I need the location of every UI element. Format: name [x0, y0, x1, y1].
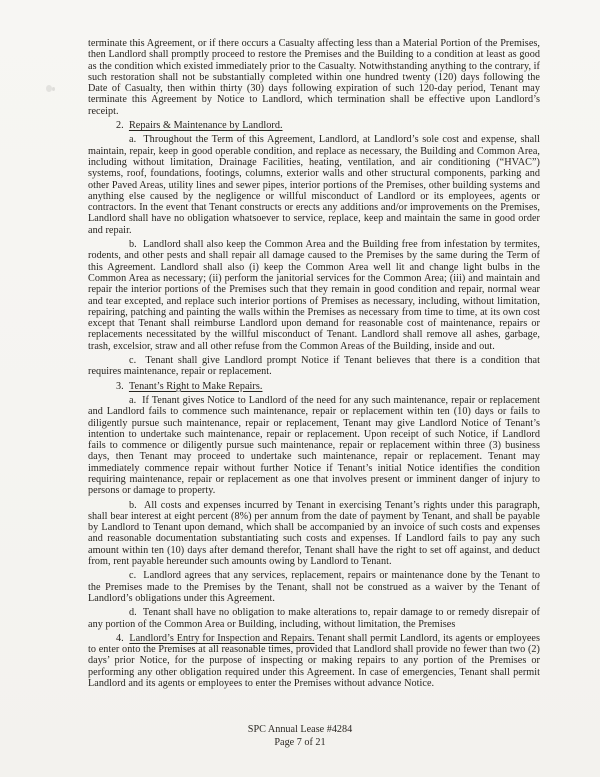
document-body [88, 38, 540, 692]
page-footer [0, 723, 600, 749]
footer-lease-id: SPC Annual Lease #4284 [247, 724, 353, 735]
section-title: Landlord’s Entry for Inspection and Repairs. [129, 632, 315, 644]
section-heading: 3. Tenant’s Right to Make Repairs. [116, 380, 263, 392]
section-heading: 2. Repairs & Maintenance by Landlord. [116, 120, 283, 132]
paragraph: d. Tenant shall have no obligation to make alterations to, repair damage to or remedy disrepair of any portion of the Common Area or Building, including, without limitation, the Premises [88, 607, 540, 630]
paragraph: a. If Tenant gives Notice to Landlord of the need for any such maintenance, repair or replacement and Landlord fails to commence such maintenance, repair or replacement within ten (10) days or fails to diligently pursue such maintenance, repair or replacement, Tenant may give Landlord Notice of Tenant’s intention to undertake such maintenance, repair or replacement. Upon receipt of such Notice, if Landlord fails to commence or diligently pursue such maintenance, repair or replacement within three (3) business days, then Tenant may proceed to undertake such maintenance, repair or replacement. Tenant may immediately commence repair without further Notice if Tenant’s initial Notice identifies the condition requiring maintenance, repair or replacement as one that involves present or imminent danger of injury to persons or damage to property. [88, 394, 540, 497]
section-heading: 4. Landlord’s Entry for Inspection and Repairs. Tenant shall permit Landlord, its agents or employees to enter onto the Premises at all reasonable times, provided that Landlord shall provide no fewer than two (2) days’ prior Notice, for the purpose of inspecting or making repairs to any portion of the Premises or performing any other obligation required under this Agreement. In case of emergencies, Tenant shall permit Landlord and its agents or employees to enter the Premises without advance Notice. [88, 632, 541, 690]
paragraph: b. All costs and expenses incurred by Tenant in exercising Tenant’s rights under this paragraph, shall bear interest at eight percent (8%) per annum from the date of payment by Tenant, and shall be payable by Landlord to Tenant upon demand, which shall be accompanied by an invoice of such costs and expenses and reasonable documentation substantiating such costs and expenses. If Landlord fails to pay any such amount within ten (10) days after demand therefor, Tenant shall have the right to set off against, and deduct from, rent payable hereunder such amounts owing by Landlord to Tenant. [88, 499, 540, 568]
paragraph: c. Landlord agrees that any services, replacement, repairs or maintenance done by the Tenant to the Premises made to the Premises by the Tenant, shall not be construed as a waiver by the Tenant of Landlord’s obligations under this Agreement. [88, 570, 540, 604]
scan-artifact [52, 87, 55, 91]
section-title: Repairs & Maintenance by Landlord. [128, 120, 283, 132]
paragraph: a. Throughout the Term of this Agreement, Landlord, at Landlord’s sole cost and expense, shall maintain, repair, keep in good operable condition, and replace as necessary, the Building and Common Area, including without limitation, Drainage Facilities, heating, ventilation, and air conditioning (“HVAC”) systems, roof, foundations, footings, columns, exterior walls and other structural components, parking and other Paved Areas, utility lines and sewer pipes, interior portions of the Premises, other building systems and anything else caused by the negligence or willful misconduct of Landlord or its employees, agents or contractors. In the event that Tenant constructs or erects any additions and/or improvements on the Premises, Landlord shall have no obligation whatsoever to service, replace, keep and maintain the same in good order and repair. [88, 134, 540, 236]
paragraph: b. Landlord shall also keep the Common Area and the Building free from infestation by termites, rodents, and other pests and shall repair all damage caused to the Premises by the same during the Term of this Agreement. Landlord shall also (i) keep the Common Area well lit and change light bulbs in the Common Area as necessary; (ii) perform the janitorial services for the Common Area; (iii) and maintain and repair the interior portions of the Premises such that they remain in good condition and repair, normal wear and tear excepted, and replace such interior portions of Premises as necessary, including, without limitation, repairing, patching and painting the walls within the Premises as necessary from time to time, at its own cost except that Tenant shall reimburse Landlord upon demand for reasonable cost of maintenance, repairs or replacements necessitated by the willful misconduct of Tenant. Landlord shall remove all ashes, garbage, trash, excelsior, straw and all other refuse from the Common Areas of the Building, inside and out. [88, 239, 540, 352]
section-title: Tenant’s Right to Make Repairs. [128, 380, 263, 392]
paragraph: c. Tenant shall give Landlord prompt Notice if Tenant believes that there is a condition that requires maintenance, repair or replacement. [88, 355, 540, 378]
paragraph: terminate this Agreement, or if there occurs a Casualty affecting less than a Material Portion of the Premises, then Landlord shall promptly proceed to restore the Premises and the Building to a condition at least as good as the condition which existed immediately prior to the Casualty. Notwithstanding anything to the contrary, if such restoration shall not be substantially completed within one hundred twenty (120) days following the Date of Casualty, then within thirty (30) days following expiration of such 120-day period, Tenant may terminate this Agreement by Notice to Landlord, which termination shall be effective upon Landlord’s receipt. [88, 38, 540, 117]
footer-page-number: Page 7 of 21 [274, 737, 326, 748]
